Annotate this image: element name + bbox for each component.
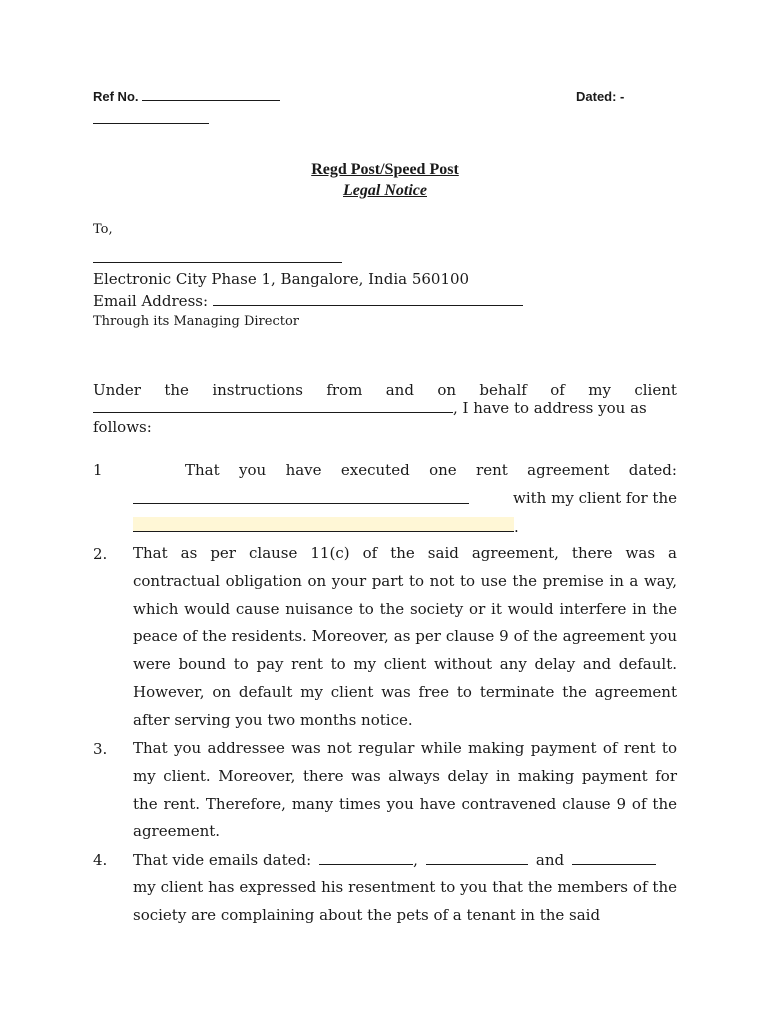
item-1-line-2 [133,489,677,507]
item-1-word: dated: [628,461,677,479]
email-date-1-blank [319,854,413,865]
through-line: Through its Managing Director [93,314,299,329]
item-1-word: one [429,461,457,479]
item-4-number: 4. [93,851,108,869]
intro-word: and [385,381,414,399]
intro-word: from [326,381,363,399]
email-label: Email Address: [93,292,209,310]
intro-word: client [634,381,677,399]
email-blank [213,295,523,306]
item-1-word: executed [340,461,410,479]
item-2-text: That as per clause 11(c) of the said agreement, there was a contractual obligation on your part to not to use the premise in a way, which would cause nuisance to the society or it would interfere in the peace of the residents. Moreover, as per clause 9 of the agreement you were bound to pay rent to my client without any delay and default. However, on default my client was free to terminate the agreement after serving you two months notice. [133,544,677,729]
intro-word: instructions [212,381,303,399]
item-4-line-1 [133,851,677,869]
addressee-name-blank [93,252,342,263]
item-1-line-1 [185,461,677,479]
item-1-line-2-text: with my client for the [513,489,677,507]
intro-word: the [164,381,189,399]
item-1-number: 1 [93,461,103,479]
email-date-2-blank [426,854,528,865]
item-3-number: 3. [93,740,108,758]
item-1-word: rent [476,461,508,479]
item-1-word: That [185,461,220,479]
intro-line-1 [93,381,677,399]
item-1-period: . [514,518,519,536]
email-address-field [93,292,523,310]
item-2-number: 2. [93,545,108,563]
intro-line-3: follows: [93,418,152,436]
item-4-comma: , [413,851,418,869]
regd-post-title: Regd Post/Speed Post [311,161,459,178]
to-label: To, [93,222,113,237]
intro-line-2 [93,399,647,417]
item-4-start: That vide emails dated: [133,851,312,869]
ref-label: Ref No. [93,89,139,104]
dated-label: Dated: - [576,89,625,104]
item-3-text: That you addressee was not regular while making payment of rent to my client. Moreover, there was always delay in making payment for the rent. Therefore, many times you have contravened clause 9 of the agreement. [133,739,677,841]
page-title [0,161,770,179]
premises-blank-highlighted[interactable] [133,517,514,532]
legal-notice-text: Legal Notice [343,182,427,199]
item-1-word: have [285,461,322,479]
legal-notice-title [0,182,770,200]
item-4-text: my client has expressed his resentment to you that the members of the society are complaining about the pets of a tenant in the said [133,878,677,924]
item-4-and: and [535,851,565,869]
intro-word: on [437,381,457,399]
email-date-3-blank [572,854,656,865]
addressee-address: Electronic City Phase 1, Bangalore, India 560100 [93,270,470,288]
ref-blank [142,90,280,101]
item-1-word: agreement [527,461,610,479]
item-1-line-3 [133,517,519,536]
intro-line-2-text: , I have to address you as [453,399,647,417]
agreement-date-blank [133,493,469,504]
intro-word: of [550,381,565,399]
intro-word: behalf [479,381,527,399]
date-blank [93,113,209,124]
client-name-blank [93,402,453,413]
intro-word: Under [93,381,141,399]
item-1-word: you [239,461,267,479]
ref-number-field [93,89,280,104]
intro-word: my [588,381,611,399]
